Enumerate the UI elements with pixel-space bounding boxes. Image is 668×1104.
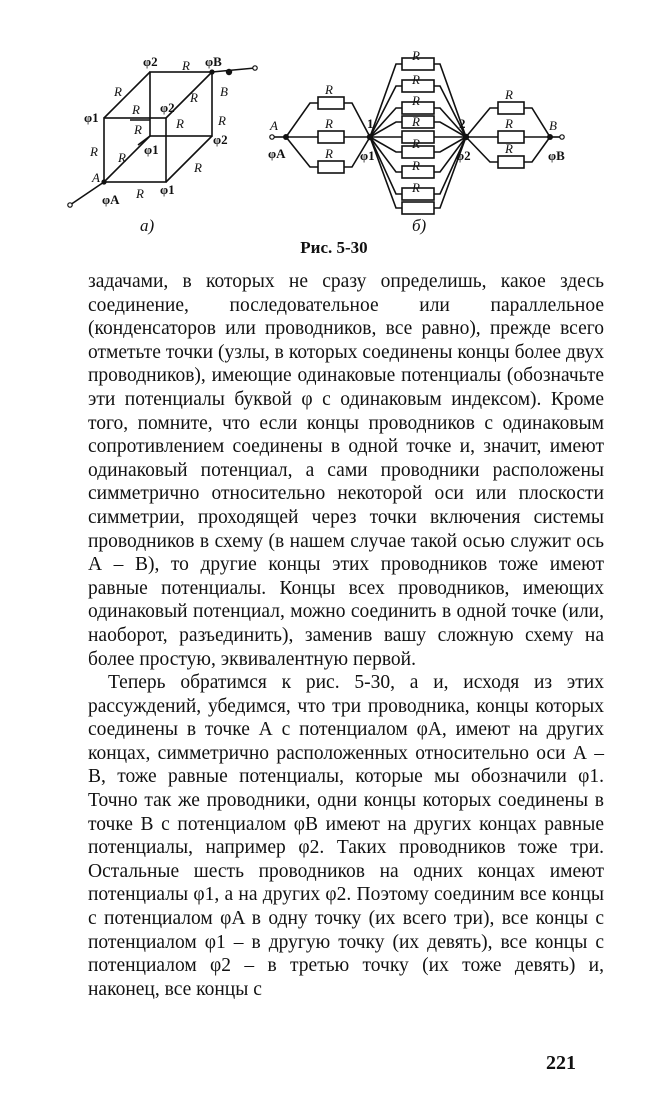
svg-text:φA: φA [268, 146, 286, 161]
cube-label-phi1-left: φ1 [84, 110, 99, 125]
svg-text:φA: φA [102, 192, 120, 207]
cube-label-phiB: φB [205, 54, 222, 69]
svg-text:R: R [134, 122, 142, 137]
svg-text:R: R [132, 102, 140, 117]
svg-text:R: R [412, 93, 420, 108]
svg-text:R: R [176, 116, 184, 131]
svg-text:φ1: φ1 [160, 182, 175, 197]
svg-text:R: R [190, 90, 198, 105]
resistor [402, 202, 434, 214]
circuit-diagrams [0, 0, 668, 240]
figure-caption: Рис. 5-30 [300, 238, 368, 257]
svg-text:R: R [118, 150, 126, 165]
svg-text:R: R [412, 48, 420, 63]
svg-text:R: R [412, 136, 420, 151]
figure-label-b: б) [412, 216, 427, 235]
svg-text:R: R [505, 116, 513, 131]
cube-label-phi2-top: φ2 [143, 54, 158, 69]
svg-text:R: R [182, 58, 190, 73]
page-number: 221 [546, 1052, 576, 1074]
svg-text:φ2: φ2 [456, 148, 471, 163]
svg-text:R: R [218, 113, 226, 128]
body-text [88, 270, 604, 1001]
svg-text:φ2: φ2 [160, 100, 175, 115]
figure-5-30 [0, 0, 668, 270]
svg-text:R: R [136, 186, 144, 201]
svg-text:R: R [325, 146, 333, 161]
svg-text:R: R [412, 180, 420, 195]
svg-text:φ2: φ2 [213, 132, 228, 147]
svg-text:R: R [505, 141, 513, 156]
svg-text:R: R [412, 158, 420, 173]
svg-text:R: R [412, 114, 420, 129]
svg-text:φB: φB [548, 148, 565, 163]
svg-text:B: B [220, 84, 228, 99]
svg-text:R: R [505, 87, 513, 102]
svg-text:B: B [549, 118, 557, 133]
figure-label-a: а) [140, 216, 155, 235]
svg-text:φ1: φ1 [144, 142, 159, 157]
svg-text:R: R [325, 82, 333, 97]
svg-text:A: A [270, 118, 278, 133]
paragraph-1: задачами, в которых не сразу определишь, какое здесь соединение, последовательное или параллельное (конденсаторов или проводников, все равно), прежде всего отметьте точки (узлы, в которых соединены концы более двух проводников), имеющие одинаковые потенциалы (обозначьте эти потенциалы буквой φ с одинаковым индексом). Кроме того, помните, что если концы проводников с одинаковым сопротивлением соединены в одной точке и, значит, имеют одинаковый потенциал, а сами проводники расположены симметрично относительно некоторой оси или плоскости симметрии, проходящей через точки включения системы проводников в схему (в нашем случае такой осью служит ось А – В), то другие концы этих проводников тоже имеют равные потенциалы. Концы всех проводников, имеющих одинаковый потенциал, можно соединить в одной точке (или, наоборот, разъединить), заменив вашу сложную схему на более простую, эквивалентную первой. [88, 271, 604, 670]
svg-text:A: A [92, 170, 100, 185]
svg-text:1: 1 [367, 116, 374, 131]
svg-text:R: R [114, 84, 122, 99]
svg-text:R: R [412, 72, 420, 87]
paragraph-2: Теперь обратимся к рис. 5-30, а и, исходя из этих рассуждений, убедимся, что три проводника, концы которых соединены в точке А с потенциалом φA, имеют на других концах, симметрично расположенных относительно оси А – В, тоже равные потенциалы, которые мы обозначили φ1. Точно так же проводники, одни концы которых соединены в точке В с потенциалом φB имеют на других концах равные потенциалы, например φ2. Таких проводников тоже три. Остальные шесть проводников на одних концах имеют потенциалы φ1, а на других φ2. Поэтому соединим все концы с потенциалом φA в одну точку (их всего три), все концы с потенциалом φ1 – в другую точку (их девять), все концы с потенциалом φ2 – в третью точку (их тоже девять) и, наконец, все концы с [88, 672, 604, 1000]
svg-text:φ1: φ1 [360, 148, 375, 163]
svg-text:R: R [90, 144, 98, 159]
svg-text:R: R [194, 160, 202, 175]
svg-text:R: R [325, 116, 333, 131]
svg-text:2: 2 [459, 116, 466, 131]
